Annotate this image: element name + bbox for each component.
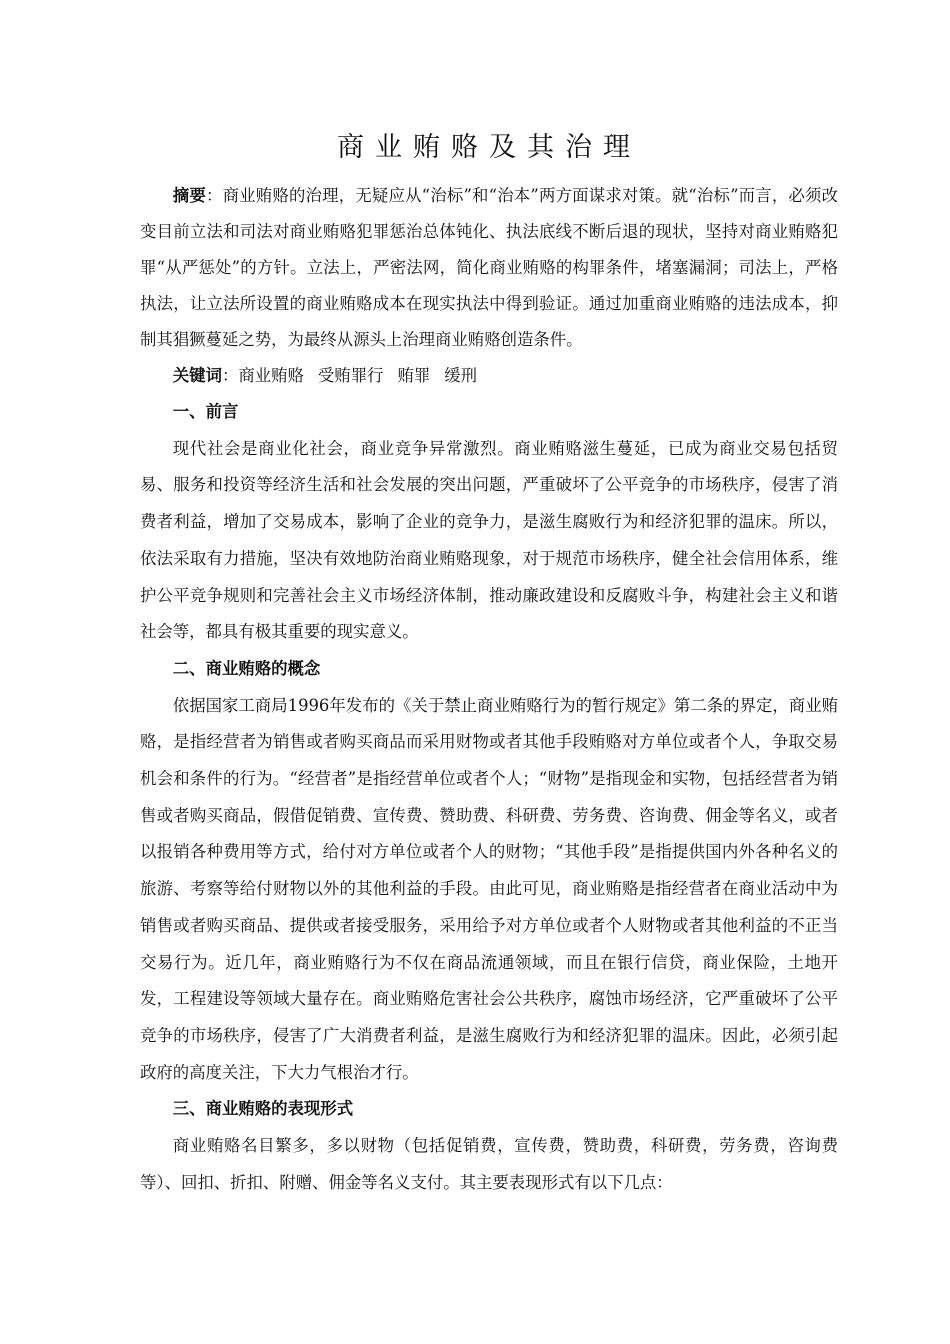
abstract-label: 摘要	[172, 186, 206, 205]
abstract-separator: ：	[205, 186, 223, 205]
abstract-paragraph	[140, 178, 838, 358]
keywords-separator: ：	[221, 366, 239, 385]
section-heading-concept: 二、商业贿赂的概念	[172, 658, 321, 678]
section-paragraph: 商业贿赂名目繁多，多以财物（包括促销费，宣传费，赞助费，科研费，劳务费，咨询费等）、回扣、折扣、附赠、佣金等名义支付。其主要表现形式有以下几点：	[140, 1136, 838, 1192]
keywords-line	[140, 358, 838, 394]
abstract-text: 商业贿赂的治理，无疑应从“治标”和“治本”两方面谋求对策。就“治标”而言，必须改变目前立法和司法对商业贿赂犯罪惩治总体钝化、执法底线不断后退的现状，坚持对商业贿赂犯罪“从严惩处”的方针。立法上，严密法网，简化商业贿赂的构罪条件，堵塞漏洞；司法上，严格执法，让立法所设置的商业贿赂成本在现实执法中得到验证。通过加重商业贿赂的违法成本，抑制其猖獗蔓延之势，为最终从源头上治理商业贿赂创造条件。	[140, 186, 838, 349]
keyword-item: 商业贿赂	[238, 366, 304, 385]
section-heading-forms: 三、商业贿赂的表现形式	[172, 1099, 354, 1119]
section-paragraph: 现代社会是商业化社会，商业竞争异常激烈。商业贿赂滋生蔓延，已成为商业交易包括贸易、服务和投资等经济生活和社会发展的突出问题，严重破坏了公平竞争的市场秩序，侵害了消费者利益，增加了交易成本，影响了企业的竞争力，是滋生腐败行为和经济犯罪的温床。所以，依法采取有力措施，坚决有效地防治商业贿赂现象，对于规范市场秩序，健全社会信用体系，维护公平竞争规则和完善社会主义市场经济体制，推动廉政建设和反腐败斗争，构建社会主义和谐社会等，都具有极其重要的现实意义。	[140, 438, 838, 642]
section-heading-intro: 一、前言	[172, 402, 239, 421]
keyword-item: 贿罪	[397, 366, 431, 385]
keyword-item: 受贿罪行	[317, 366, 384, 385]
document-title: 商业贿赂及其治理	[337, 132, 641, 163]
keyword-item: 缓刑	[444, 366, 478, 385]
keywords-label: 关键词	[172, 366, 222, 385]
document-page	[140, 128, 838, 1201]
section-paragraph: 依据国家工商局1996年发布的《关于禁止商业贿赂行为的暂行规定》第二条的界定，商业贿赂，是指经营者为销售或者购买商品而采用财物或者其他手段贿赂对方单位或者个人，争取交易机会和条件的行为。“经营者”是指经营单位或者个人；“财物”是指现金和实物，包括经营者为销售或者购买商品，假借促销费、宣传费、赞助费、科研费、劳务费、咨询费、佣金等名义，或者以报销各种费用等方式，给付对方单位或者个人的财物；“其他手段”是指提供国内外各种名义的旅游、考察等给付财物以外的其他利益的手段。由此可见，商业贿赂是指经营者在商业活动中为销售或者购买商品、提供或者接受服务，采用给予对方单位或者个人财物或者其他利益的不正当交易行为。近几年，商业贿赂行为不仅在商品流通领域，而且在银行信贷，商业保险，土地开发，工程建设等领域大量存在。商业贿赂危害社会公共秩序，腐蚀市场经济，它严重破坏了公平竞争的市场秩序，侵害了广大消费者利益，是滋生腐败行为和经济犯罪的温床。因此，必须引起政府的高度关注，下大力气根治才行。	[140, 695, 838, 1082]
